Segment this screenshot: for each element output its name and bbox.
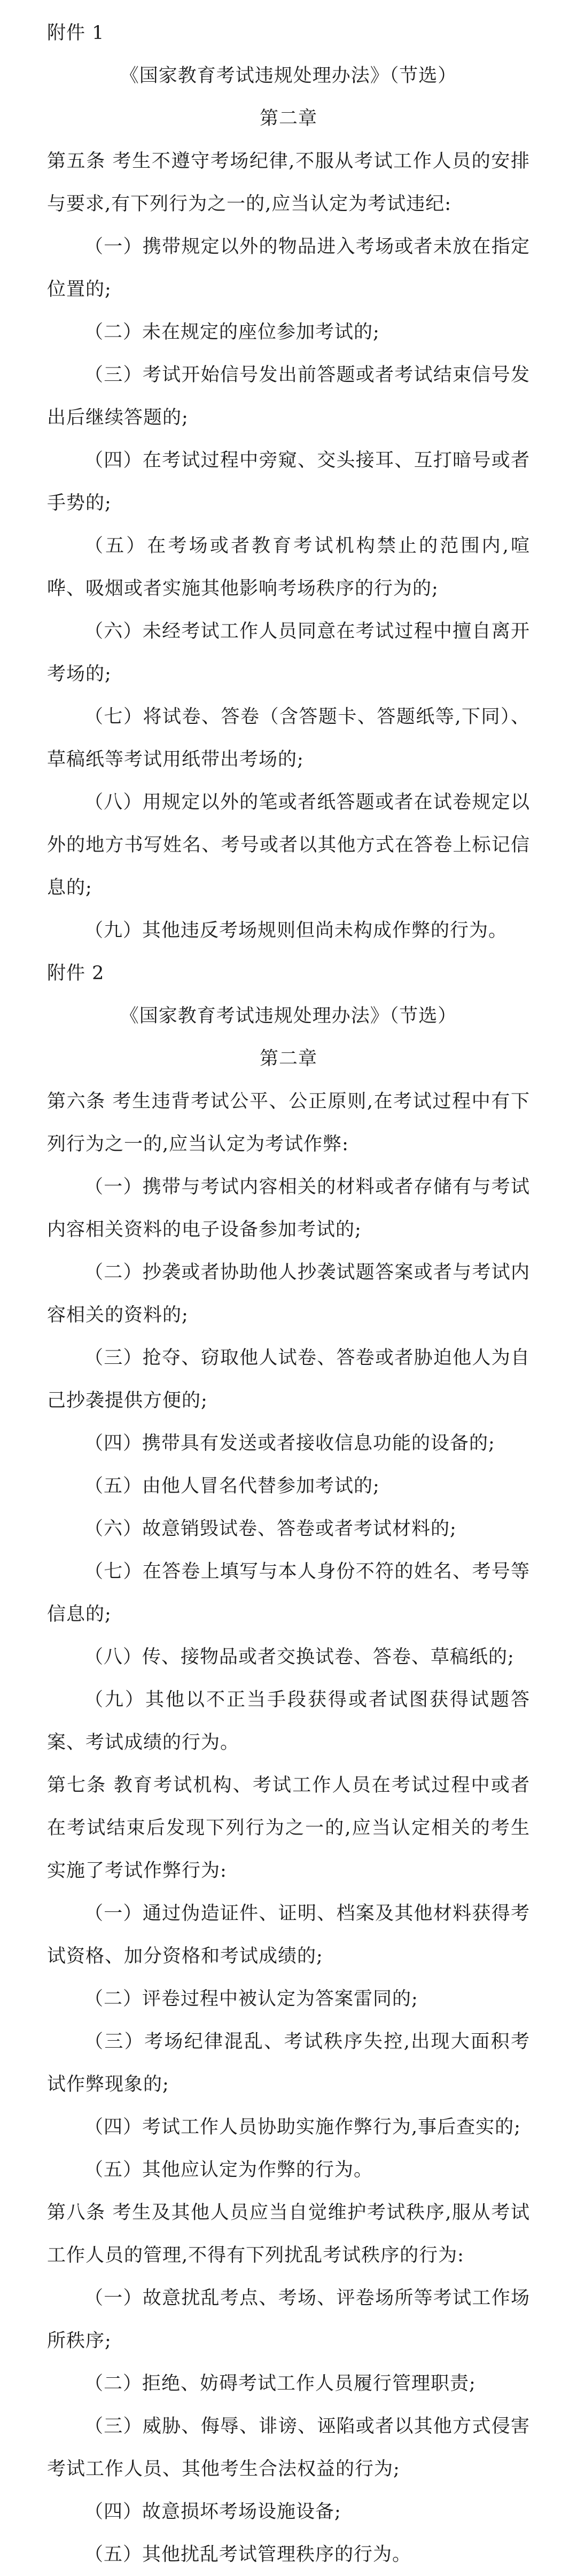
- annex-label: 附件 2: [47, 963, 105, 984]
- chapter-heading: 第二章: [259, 108, 317, 129]
- list-item: （八）用规定以外的笔或者纸答题或者在试卷规定以外的地方书写姓名、考号或者以其他方式在答卷上标记信息的;: [47, 792, 530, 899]
- list-item: （五）在考场或者教育考试机构禁止的范围内,喧哗、吸烟或者实施其他影响考场秩序的行为的;: [47, 535, 530, 599]
- list-item: （四）在考试过程中旁窥、交头接耳、互打暗号或者手势的;: [47, 450, 530, 514]
- list-item: （二）拒绝、妨碍考试工作人员履行管理职责;: [84, 2373, 476, 2394]
- list-item: （四）考试工作人员协助实施作弊行为,事后查实的;: [84, 2117, 521, 2138]
- list-item: （六）故意销毁试卷、答卷或者考试材料的;: [84, 1518, 457, 1540]
- list-item: （九）其他以不正当手段获得或者试图获得试题答案、考试成绩的行为。: [47, 1689, 530, 1753]
- list-item: （二）评卷过程中被认定为答案雷同的;: [84, 1988, 418, 2010]
- article-5: 第五条 考生不遵守考场纪律,不服从考试工作人员的安排与要求,有下列行为之一的,应当认定为考试违纪:: [47, 151, 530, 215]
- list-item: （七）将试卷、答卷（含答题卡、答题纸等,下同）、草稿纸等考试用纸带出考场的;: [47, 706, 530, 770]
- list-item: （三）考场纪律混乱、考试秩序失控,出现大面积考试作弊现象的;: [47, 2031, 530, 2095]
- list-item: （一）携带与考试内容相关的材料或者存储有与考试内容相关资料的电子设备参加考试的;: [47, 1176, 530, 1240]
- annex-label: 附件 1: [47, 22, 105, 44]
- list-item: （五）由他人冒名代替参加考试的;: [84, 1476, 380, 1497]
- list-item: （八）传、接物品或者交换试卷、答卷、草稿纸的;: [84, 1646, 514, 1668]
- list-item: （三）考试开始信号发出前答题或者考试结束信号发出后继续答题的;: [47, 364, 530, 428]
- list-item: （四）故意损坏考场设施设备;: [84, 2501, 341, 2523]
- list-item: （三）威胁、侮辱、诽谤、诬陷或者以其他方式侵害考试工作人员、其他考生合法权益的行为;: [47, 2416, 530, 2480]
- list-item: （九）其他违反考场规则但尚未构成作弊的行为。: [84, 920, 508, 941]
- list-item: （三）抢夺、窃取他人试卷、答卷或者胁迫他人为自己抄袭提供方便的;: [47, 1347, 530, 1411]
- list-item: （一）通过伪造证件、证明、档案及其他材料获得考试资格、加分资格和考试成绩的;: [47, 1903, 530, 1967]
- document-title: 《国家教育考试违规处理办法》（节选）: [120, 1005, 457, 1027]
- article-6: 第六条 考生违背考试公平、公正原则,在考试过程中有下列行为之一的,应当认定为考试作弊:: [47, 1091, 530, 1155]
- list-item: （五）其他扰乱考试管理秩序的行为。: [84, 2544, 412, 2565]
- article-7: 第七条 教育考试机构、考试工作人员在考试过程中或者在考试结束后发现下列行为之一的,应当认定相关的考生实施了考试作弊行为:: [47, 1775, 530, 1882]
- article-8: 第八条 考生及其他人员应当自觉维护考试秩序,服从考试工作人员的管理,不得有下列扰乱考试秩序的行为:: [47, 2202, 530, 2266]
- list-item: （五）其他应认定为作弊的行为。: [84, 2159, 373, 2181]
- list-item: （一）故意扰乱考点、考场、评卷场所等考试工作场所秩序;: [47, 2288, 530, 2352]
- chapter-heading: 第二章: [259, 1048, 317, 1070]
- list-item: （四）携带具有发送或者接收信息功能的设备的;: [84, 1433, 495, 1454]
- list-item: （六）未经考试工作人员同意在考试过程中擅自离开考场的;: [47, 621, 530, 685]
- list-item: （二）未在规定的座位参加考试的;: [84, 322, 380, 343]
- list-item: （一）携带规定以外的物品进入考场或者未放在指定位置的;: [47, 236, 530, 300]
- list-item: （二）抄袭或者协助他人抄袭试题答案或者与考试内容相关的资料的;: [47, 1262, 530, 1326]
- document-title: 《国家教育考试违规处理办法》（节选）: [120, 65, 457, 87]
- list-item: （七）在答卷上填写与本人身份不符的姓名、考号等信息的;: [47, 1561, 530, 1625]
